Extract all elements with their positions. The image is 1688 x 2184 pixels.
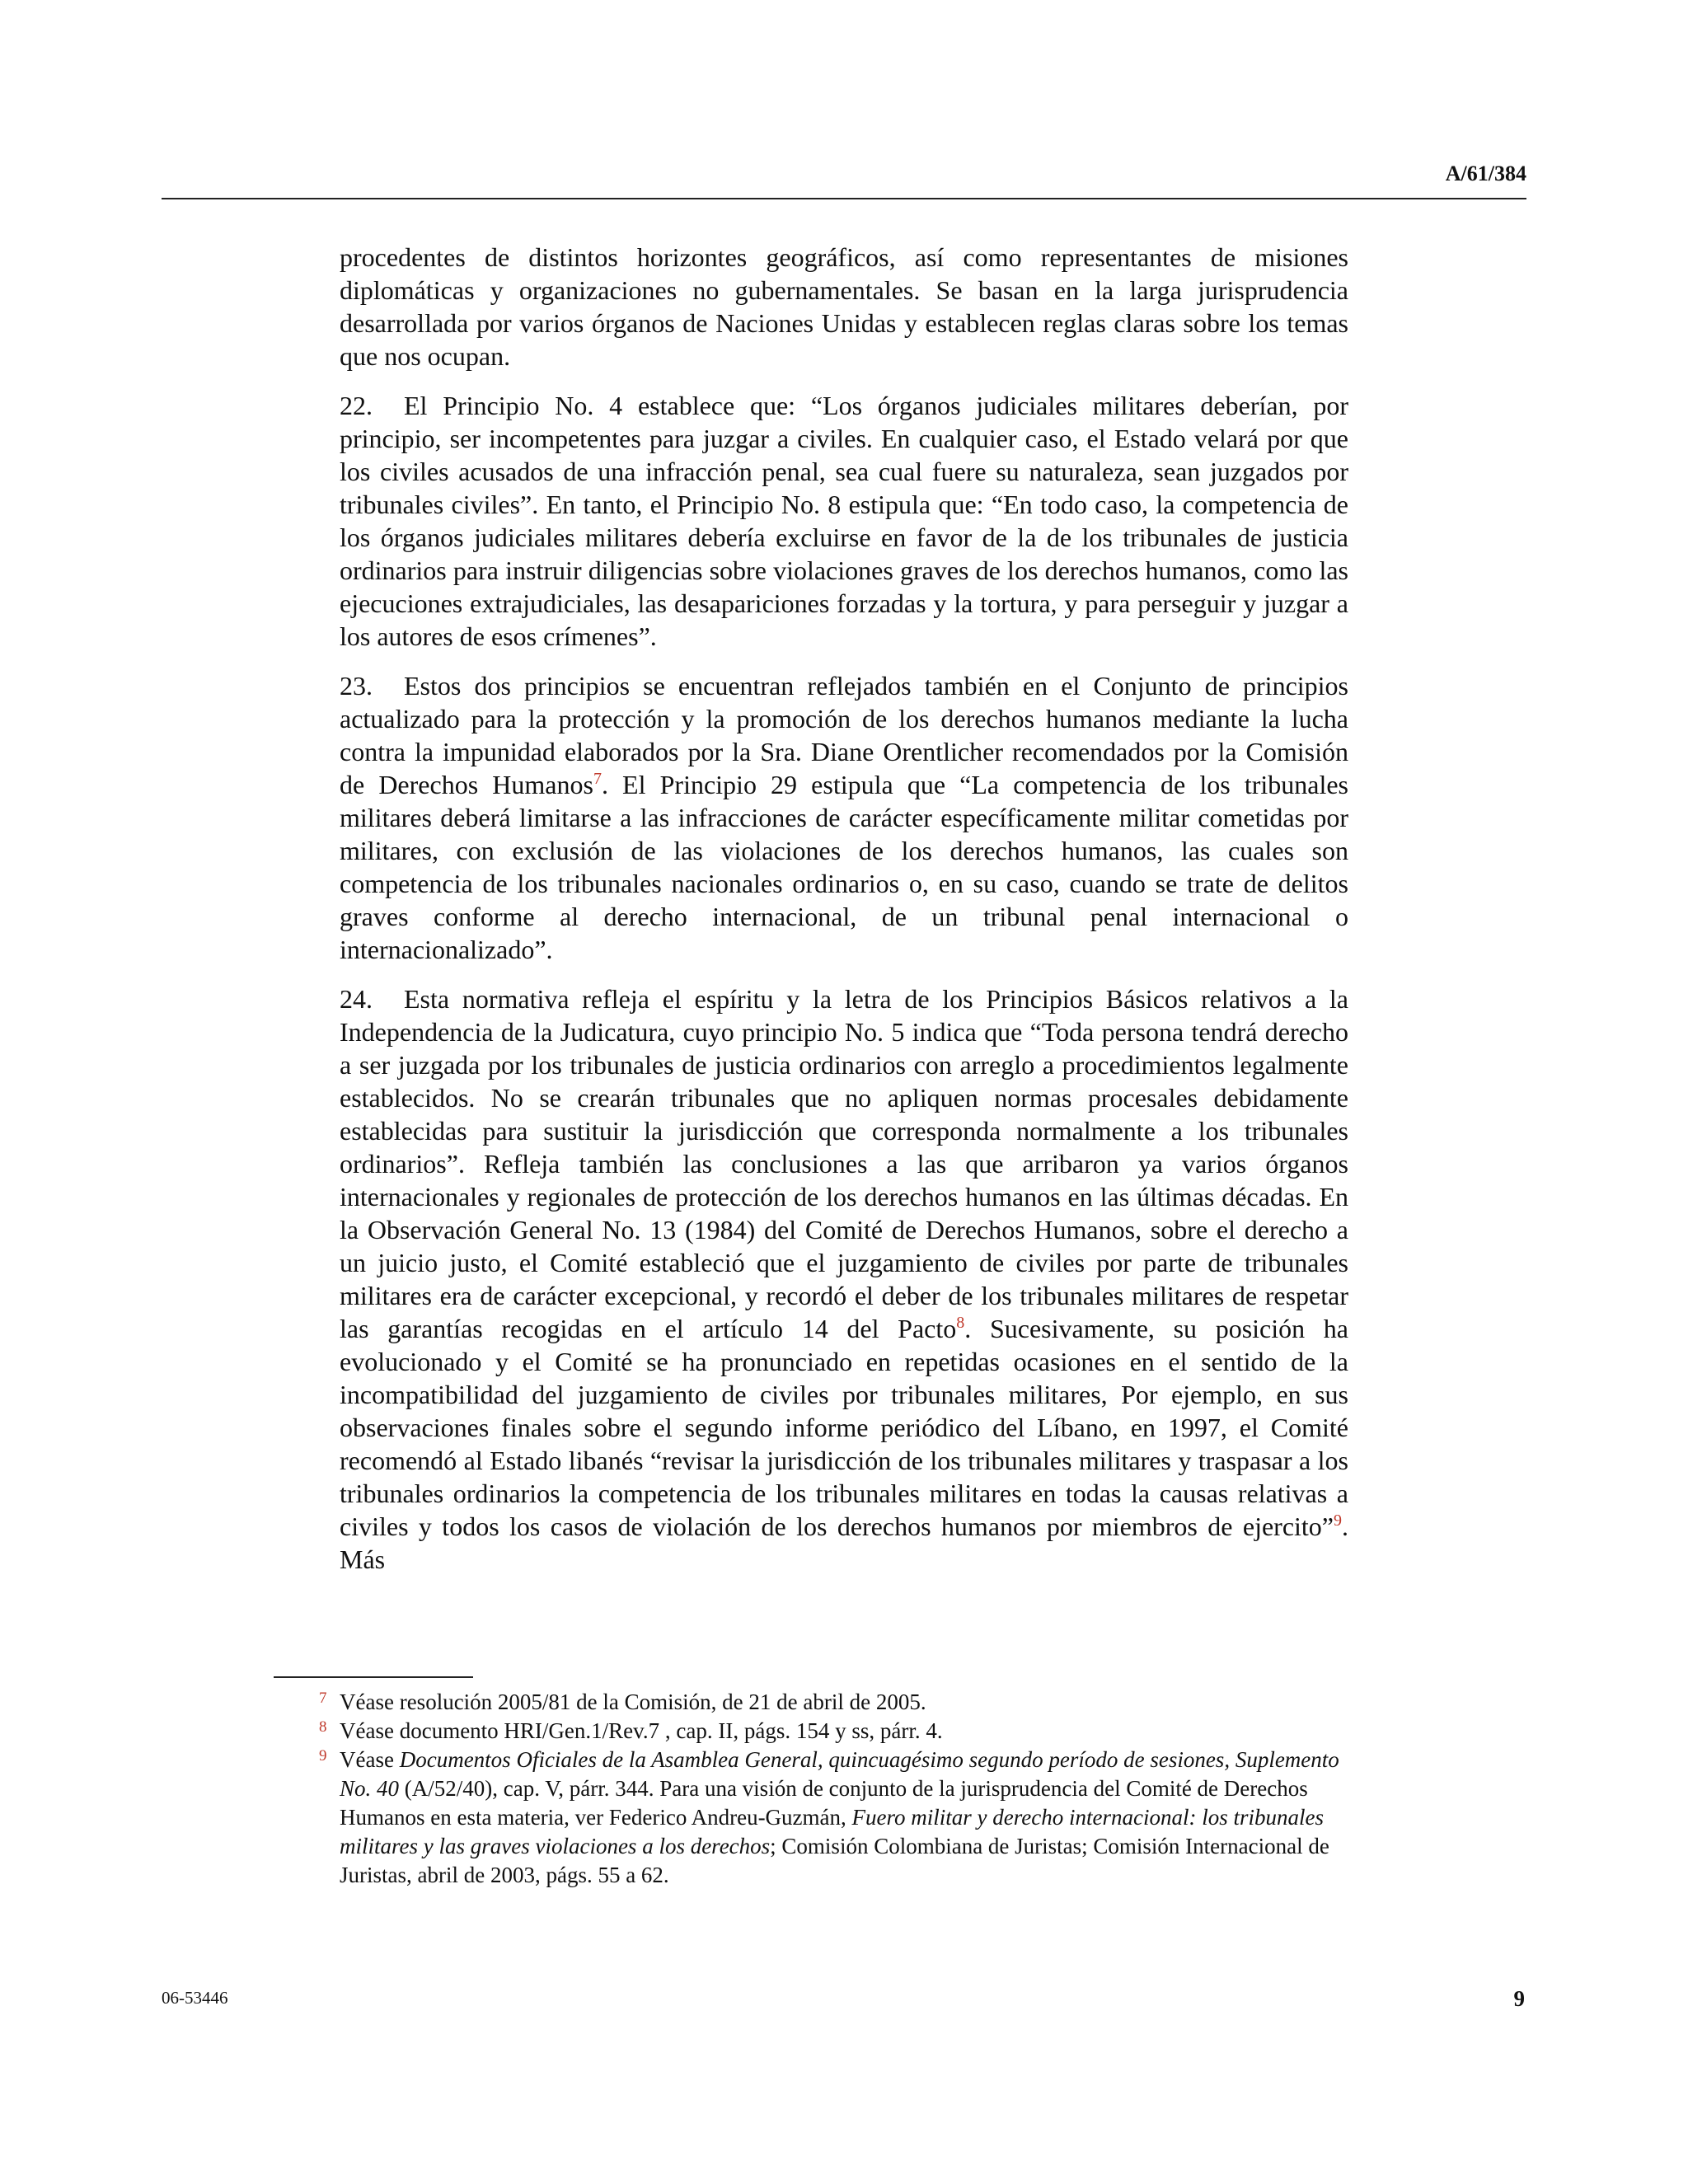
footnote-title-italic: Fuero militar y derecho internacional: los tribunales militares y las graves violaciones a los derechos: [340, 1805, 1324, 1858]
paragraph-text: Estos dos principios se encuentran reflejados también en el Conjunto de principios actualizado para la protección y la promoción de los derechos humanos mediante la lucha contra la impunidad elaborados por la Sra. Diane Orentlicher recomendados por la Comisión de Derechos Humanos: [340, 671, 1348, 799]
paragraph-text: Esta normativa refleja el espíritu y la letra de los Principios Básicos relativos a la Independencia de la Judicatura, cuyo principio No. 5 indica que “Toda persona tendrá derecho a ser juzgada por los tribunales de justicia ordinarios con arreglo a procedimientos legalmente establecidos. No se crearán tribunales que no apliquen normas procesales debidamente establecidas para sustituir la jurisdicción que corresponda normalmente a los tribunales ordinarios”. Refleja también las conclusiones a las que arribaron ya varios órganos internacionales y regionales de protección de los derechos humanos en las últimas décadas. En la Observación General No. 13 (1984) del Comité de Derechos Humanos, sobre el derecho a un juicio justo, el Comité estableció que el juzgamiento de civiles por parte de tribunales militares era de carácter excepcional, y recordó el deber de los tribunales militares de respetar las garantías recogidas en el artículo 14 del Pacto: [340, 984, 1348, 1343]
paragraph-text: . Más: [340, 1511, 1348, 1574]
footnote-number: 7: [319, 1690, 327, 1707]
footnote-reference-9[interactable]: 9: [1334, 1511, 1342, 1530]
page-number: 9: [1513, 1986, 1525, 2011]
paragraph-text: . Sucesivamente, su posición ha evolucionado y el Comité se ha pronunciado en repetidas ocasiones en el sentido de la incompatibilidad del juzgamiento de civiles por tribunales militares, Por ejemplo, en sus observaciones finales sobre el segundo informe periódico del Líbano, en 1997, el Comité recomendó al Estado libanés “revisar la jurisdicción de los tribunales militares y traspasar a los tribunales ordinarios la competencia de los tribunales militares en todas la causas relativas a civiles y todos los casos de violación de los derechos humanos por miembros de ejercito”: [340, 1314, 1349, 1541]
paragraph-24: [340, 982, 1348, 1576]
footnote-reference-7[interactable]: 7: [593, 770, 602, 788]
footnote-number: 9: [319, 1747, 327, 1765]
paragraph-number: 23.: [340, 671, 373, 701]
footnote-9: [319, 1746, 1348, 1890]
footnote-text: Véase: [340, 1747, 400, 1772]
footnote-7: [319, 1688, 1348, 1717]
footnote-separator: [274, 1676, 473, 1678]
header-rule: [162, 198, 1526, 199]
paragraph-text: . El Principio 29 estipula que “La competencia de los tribunales militares deberá limitarse a las infracciones de carácter específicamente militar cometidas por militares, con exclusión de las violaciones de los derechos humanos, las cuales son competencia de los tribunales nacionales ordinarios o, en su caso, cuando se trate de delitos graves conforme al derecho internacional, de un tribunal penal internacional o internacionalizado”.: [340, 770, 1349, 964]
footnote-text: (A/52/40), cap. V, párr. 344. Para una visión de conjunto de la jurisprudencia del Comité de Derechos Humanos en esta materia, ver Federico Andreu-Guzmán,: [340, 1776, 1308, 1830]
footnote-8: [319, 1717, 1348, 1746]
paragraph-23: [340, 669, 1348, 966]
body-text: [340, 241, 1348, 1592]
paragraph-continuation: [340, 241, 1348, 373]
paragraph-number: 24.: [340, 984, 373, 1014]
paragraph-22: [340, 389, 1348, 653]
footnote-text: Véase documento HRI/Gen.1/Rev.7 , cap. II, págs. 154 y ss, párr. 4.: [340, 1718, 943, 1743]
footnote-title-italic: Documentos Oficiales de la Asamblea General, quincuagésimo segundo período de sesiones, Suplemento No. 40: [340, 1747, 1339, 1801]
paragraph-text: El Principio No. 4 establece que: “Los órganos judiciales militares deberían, por principio, ser incompetentes para juzgar a civiles. En cualquier caso, el Estado velará por que los civiles acusados de una infracción penal, sea cual fuere su naturaleza, sean juzgados por tribunales civiles”. En tanto, el Principio No. 8 estipula que: “En todo caso, la competencia de los órganos judiciales militares debería excluirse en favor de la de los tribunales de justicia ordinarios para instruir diligencias sobre violaciones graves de los derechos humanos, como las ejecuciones extrajudiciales, las desapariciones forzadas y la tortura, y para perseguir y juzgar a los autores de esos crímenes”.: [340, 391, 1348, 651]
footnote-text: Véase resolución 2005/81 de la Comisión, de 21 de abril de 2005.: [340, 1690, 926, 1714]
footnotes: [319, 1688, 1348, 1890]
paragraph-number: 22.: [340, 391, 373, 420]
footnote-reference-8[interactable]: 8: [956, 1314, 965, 1332]
paragraph-text: procedentes de distintos horizontes geográficos, así como representantes de misiones diplomáticas y organizaciones no gubernamentales. Se basan en la larga jurisprudencia desarrollada por varios órganos de Naciones Unidas y establecen reglas claras sobre los temas que nos ocupan.: [340, 242, 1348, 371]
footnote-number: 8: [319, 1718, 327, 1736]
document-symbol: A/61/384: [1445, 162, 1526, 185]
footnote-text: ; Comisión Colombiana de Juristas; Comisión Internacional de Juristas, abril de 2003, págs. 55 a 62.: [340, 1834, 1329, 1887]
document-code: 06-53446: [162, 1988, 228, 2008]
